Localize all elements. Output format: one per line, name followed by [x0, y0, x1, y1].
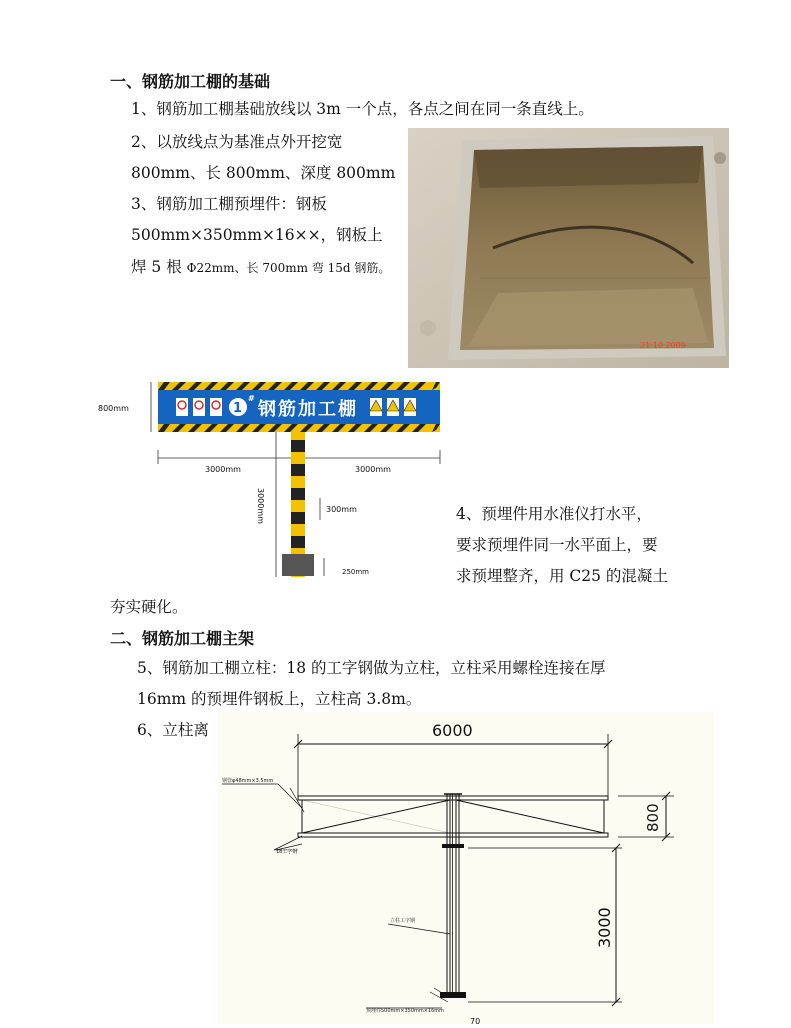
roof-truss — [298, 796, 608, 837]
dim-column-3000: 3000 — [595, 907, 614, 948]
paragraph-4-line1: 4、预埋件用水准仪打水平， — [456, 505, 652, 523]
paragraph-3c-small: Φ22mm、长 700mm 弯 15d 钢筋。 — [186, 261, 391, 275]
steel-column — [440, 794, 466, 998]
section1-heading: 一、钢筋加工棚的基础 — [110, 72, 271, 91]
photo-date-stamp: 21 10.2009 — [640, 341, 686, 350]
note-mid: 18工字钢 — [276, 849, 298, 855]
sign-board-figure — [98, 378, 443, 583]
warning-sign-icons — [370, 398, 416, 416]
paragraph-6: 6、立柱离 — [137, 721, 209, 739]
note-top: 钢管φ48mm×3.5mm — [222, 778, 274, 784]
section2-heading: 二、钢筋加工棚主架 — [110, 629, 255, 648]
sign-title: 钢筋加工棚 — [258, 399, 358, 420]
paragraph-4-line2: 要求预埋件同一水平面上，要 — [456, 536, 658, 554]
page-number: 70 — [470, 1017, 481, 1024]
dim-width-6000: 6000 — [432, 721, 473, 740]
paragraph-3c — [131, 257, 390, 278]
note-column: 立柱工字钢 — [390, 918, 416, 924]
sign-number: 1 — [233, 401, 243, 416]
dim-sign-height: 800mm — [98, 404, 129, 413]
note-base: 预埋件500mm×350mm×16mm — [366, 1008, 445, 1014]
paragraph-3b: 500mm×350mm×16××，钢板上 — [131, 226, 383, 244]
dim-truss-800: 800 — [644, 803, 662, 832]
sign-number-sup: # — [248, 394, 255, 403]
dim-post-height: 3000mm — [256, 488, 265, 524]
dim-left-span: 3000mm — [205, 465, 241, 474]
dim-right-span: 3000mm — [355, 465, 391, 474]
paragraph-4-line4: 夯实硬化。 — [110, 598, 188, 616]
paragraph-5a: 5、钢筋加工棚立柱：18 的工字钢做为立柱，立柱采用螺栓连接在厚 — [137, 659, 606, 677]
dim-250: 250mm — [342, 568, 369, 576]
paragraph-1: 1、钢筋加工棚基础放线以 3m 一个点，各点之间在同一条直线上。 — [131, 100, 594, 118]
frame-drawing — [218, 712, 714, 1024]
dim-300: 300mm — [326, 505, 357, 514]
paragraph-2b: 800mm、长 800mm、深度 800mm — [131, 164, 396, 182]
paragraph-2a: 2、以放线点为基准点外开挖宽 — [131, 133, 343, 151]
excavation-photo — [408, 128, 729, 368]
paragraph-3a: 3、钢筋加工棚预埋件：钢板 — [131, 195, 327, 213]
paragraph-4-line3: 求预埋整齐，用 C25 的混凝土 — [456, 567, 668, 585]
paragraph-3c-main: 焊 5 根 — [131, 258, 182, 276]
prohibition-sign-icons — [176, 398, 222, 416]
paragraph-5b: 16mm 的预埋件钢板上，立柱高 3.8m。 — [137, 690, 422, 708]
